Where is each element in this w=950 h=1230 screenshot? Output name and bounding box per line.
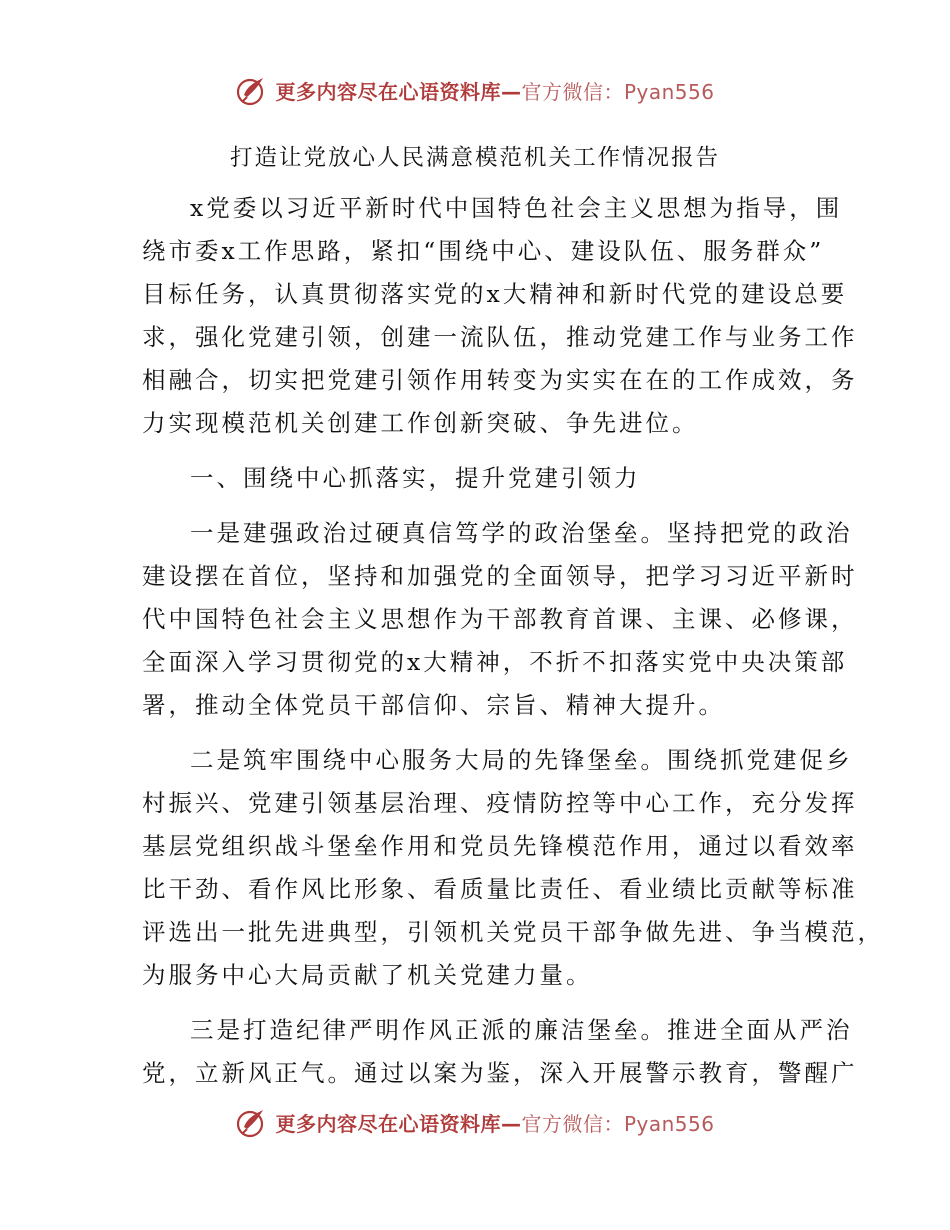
text-line: 比干劲、看作风比形象、看质量比责任、看业绩比贡献等标准 <box>142 875 858 903</box>
footer-banner <box>0 1102 950 1142</box>
text-line: 代中国特色社会主义思想作为干部教育首课、主课、必修课， <box>142 605 858 633</box>
paragraph-intro <box>142 187 858 445</box>
text-line: 为服务中心大局贡献了机关党建力量。 <box>142 961 593 989</box>
banner-slogan: 更多内容尽在心语资料库— <box>275 1111 522 1136</box>
header-banner <box>0 70 950 110</box>
pen-logo-icon <box>235 1105 269 1139</box>
text-line: 建设摆在首位，坚持和加强党的全面领导，把学习习近平新时 <box>142 562 858 590</box>
text-line: 党，立新风正气。通过以案为鉴，深入开展警示教育，警醒广 <box>142 1059 858 1087</box>
text-line: 基层党组织战斗堡垒作用和党员先锋模范作用，通过以看效率 <box>142 832 858 860</box>
text-line: 村振兴、党建引领基层治理、疫情防控等中心工作，充分发挥 <box>142 789 858 817</box>
text-line: 绕市委x工作思路，紧扣“围绕中心、建设队伍、服务群众” <box>142 237 825 265</box>
text-line: 求，强化党建引领，创建一流队伍，推动党建工作与业务工作 <box>142 323 858 351</box>
pen-logo-icon <box>235 73 269 107</box>
text-line: 署，推动全体党员干部信仰、宗旨、精神大提升。 <box>142 691 725 719</box>
text-line: 二是筑牢围绕中心服务大局的先锋堡垒。围绕抓党建促乡 <box>190 746 853 774</box>
paragraph-2 <box>142 739 884 997</box>
text-line: 力实现模范机关创建工作创新突破、争先进位。 <box>142 409 699 437</box>
banner-text <box>275 1108 714 1137</box>
text-line: 三是打造纪律严明作风正派的廉洁堡垒。推进全面从严治 <box>190 1016 853 1044</box>
text-line: x党委以习近平新时代中国特色社会主义思想为指导，围 <box>190 194 843 222</box>
paragraph-3 <box>142 1009 858 1095</box>
banner-text <box>275 76 714 105</box>
paragraph-1 <box>142 512 858 727</box>
text-line: 全面深入学习贯彻党的x大精神，不折不扣落实党中央决策部 <box>142 648 848 676</box>
document-body <box>142 187 884 1095</box>
text-line: 相融合，切实把党建引领作用转变为实实在在的工作成效，务 <box>142 366 858 394</box>
banner-slogan: 更多内容尽在心语资料库— <box>275 79 522 104</box>
banner-wechat: 官方微信：Pyan556 <box>521 1111 715 1136</box>
banner-wechat: 官方微信：Pyan556 <box>521 79 715 104</box>
text-line: 目标任务，认真贯彻落实党的x大精神和新时代党的建设总要 <box>142 280 848 308</box>
text-line: 一是建强政治过硬真信笃学的政治堡垒。坚持把党的政治 <box>190 519 853 547</box>
section-heading-1 <box>142 457 812 500</box>
text-line: 评选出一批先进典型，引领机关党员干部争做先进、争当模范， <box>142 918 884 946</box>
section-heading: 一、围绕中心抓落实，提升党建引领力 <box>190 464 641 492</box>
document-title: 打造让党放心人民满意模范机关工作情况报告 <box>229 145 720 171</box>
